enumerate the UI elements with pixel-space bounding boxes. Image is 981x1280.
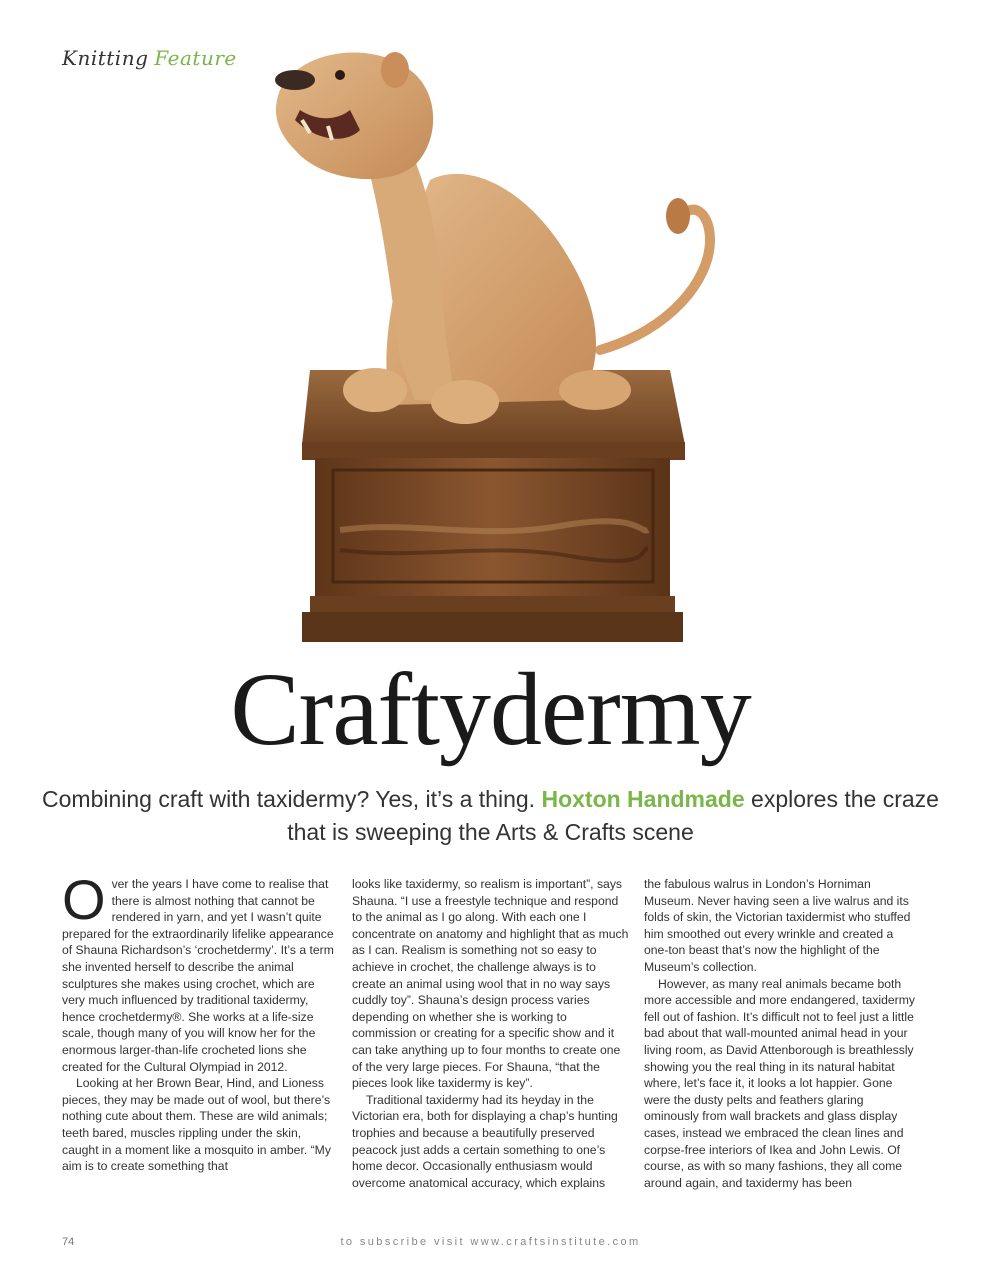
crocheted-lioness bbox=[275, 52, 710, 424]
standfirst-part2: explores the craze that is sweeping the Arts & Crafts scene bbox=[287, 786, 939, 845]
paragraph: Looking at her Brown Bear, Hind, and Lioness pieces, they may be made out of wool, but there’s nothing cute about them. These are wild animals; teeth bared, muscles rippling under the skin, caught in a moment like a mosquito in amber. “My aim is to create something that bbox=[62, 1076, 331, 1174]
section-label-feature: Feature bbox=[154, 46, 237, 70]
section-label bbox=[62, 46, 237, 70]
standfirst bbox=[40, 783, 941, 849]
article-title: Craftydermy bbox=[230, 652, 751, 767]
subscribe-footer: to subscribe visit www.craftsinstitute.com bbox=[340, 1236, 641, 1248]
paragraph bbox=[62, 868, 339, 1075]
article-column-2 bbox=[352, 876, 629, 1191]
article-column-3 bbox=[644, 876, 921, 1191]
paragraph: the fabulous walrus in London’s Horniman Museum. Never having seen a live walrus and its folds of skin, the Victorian taxidermist who stuffed him smoothed out every wrinkle and created a one-ton beast that’s now the highlight of the Museum’s collection. bbox=[644, 877, 911, 974]
paragraph: Traditional taxidermy had its heyday in the Victorian era, both for displaying a chap’s hunting trophies and because a beautifully preserved peacock just adds a certain something to one’s home decor. Occasionally enthusiasm would overcome anatomical accuracy, which explains bbox=[352, 1092, 618, 1190]
paragraph: looks like taxidermy, so realism is important”, says Shauna. “I use a freestyle technique and respond to the animal as I go along. With each one I concentrate on anatomy and highlight that as much as I can. Realism is something not so easy to achieve in crochet, the challenge always is to create an animal using wool that in no way says cuddly toy”. Shauna’s design process varies depending on whether she is working to commission or creating for a specific show and it can take anything up to four months to create one of the very large pieces. For Shauna, “that the pieces look like taxidermy is key”. bbox=[352, 877, 629, 1091]
standfirst-author: Hoxton Handmade bbox=[541, 786, 745, 812]
hero-image-lioness bbox=[240, 30, 720, 645]
article-column-1 bbox=[62, 868, 339, 1175]
paragraph-text: ver the years I have come to realise that there is almost nothing that cannot be rendered in yarn, and yet I wasn’t quite prepared for the extraordinarily lifelike appearance of Shauna Richardson’s ‘crochetdermy’. It’s a term she invented herself to describe the animal sculptures she makes using crochet, which are very much influenced by traditional taxidermy, hence crochetdermy®. She works at a life-size scale, though many of you will know her for the enormous larger-than-life crocheted lions she created for the Cultural Olympiad in 2012. bbox=[62, 877, 334, 1074]
page-number: 74 bbox=[62, 1236, 75, 1248]
section-label-knitting: Knitting bbox=[62, 46, 149, 70]
drop-cap: O bbox=[62, 868, 106, 931]
paragraph: However, as many real animals became both more accessible and more endangered, taxidermy fell out of fashion. It’s difficult not to feel just a little bad about that wall-mounted animal head in your living room, as David Attenborough is breathlessly showing you the real thing in its natural habitat where, let’s face it, it looks a lot happier. Gone were the dusty pelts and feathers glaring ominously from wall brackets and glass display cases, instead we embraced the clean lines and corpse-free interiors of Ikea and John Lewis. Of course, as with so many fashions, they all come around again, and taxidermy has been bbox=[644, 976, 915, 1190]
standfirst-part1: Combining craft with taxidermy? Yes, it’s a thing. bbox=[42, 786, 536, 812]
